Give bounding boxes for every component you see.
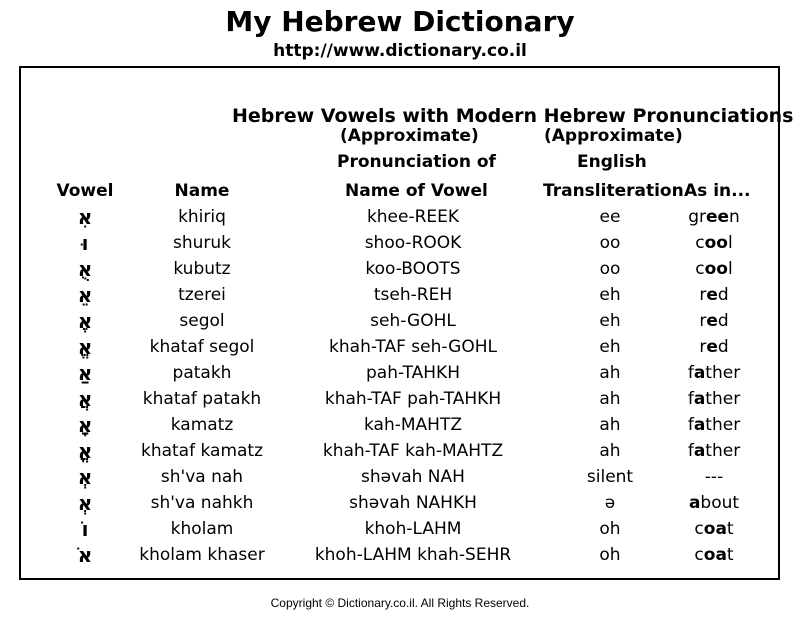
- example-word: [670, 283, 758, 307]
- example-word-vowel-sound: a: [693, 415, 706, 435]
- example-word-prefix: gr: [688, 207, 706, 227]
- vowel-name: tzerei: [178, 285, 226, 305]
- english-transliteration: ah: [599, 415, 621, 435]
- example-word: [670, 413, 758, 437]
- vowel-symbol: אָ: [77, 413, 93, 437]
- vowel-pronunciation: kah-MAHTZ: [364, 415, 462, 435]
- english-transliteration: ah: [599, 389, 621, 409]
- table-row: [0, 491, 800, 517]
- example-word-prefix: f: [687, 389, 694, 409]
- example-word-suffix: d: [717, 337, 729, 357]
- vowel-name: khiriq: [178, 207, 226, 227]
- copyright-footer: Copyright © Dictionary.co.il. All Rights Reserved.: [270, 596, 530, 610]
- example-word: [670, 361, 758, 385]
- table-row: [0, 231, 800, 257]
- example-word-suffix: d: [717, 285, 729, 305]
- example-word-prefix: f: [687, 363, 694, 383]
- example-word-vowel-sound: e: [706, 285, 718, 305]
- example-word-vowel-sound: oa: [703, 545, 727, 565]
- example-word-prefix: f: [687, 441, 694, 461]
- vowel-pronunciation: shəvah NAHKH: [349, 493, 477, 513]
- table-row: [0, 439, 800, 465]
- example-word-vowel-sound: a: [693, 441, 706, 461]
- vowel-pronunciation: khah-TAF pah-TAHKH: [324, 389, 502, 409]
- example-word-prefix: r: [699, 285, 707, 305]
- site-url[interactable]: http://www.dictionary.co.il: [273, 41, 527, 61]
- example-word-suffix: ther: [705, 363, 741, 383]
- vowel-header: Vowel: [56, 181, 114, 201]
- english-header-line1: English: [577, 152, 647, 172]
- example-word-prefix: c: [694, 519, 704, 539]
- english-transliteration: oo: [599, 233, 621, 253]
- vowel-pronunciation: seh-GOHL: [370, 311, 456, 331]
- example-word-suffix: bout: [700, 493, 740, 513]
- as-in-header: As in...: [684, 181, 751, 201]
- vowel-symbol: אֹ: [77, 543, 93, 567]
- table-row: [0, 205, 800, 231]
- example-word-suffix: l: [727, 259, 733, 279]
- english-transliteration: eh: [599, 285, 621, 305]
- vowel-symbol: אְ: [77, 465, 93, 489]
- example-word-prefix: ---: [704, 467, 724, 487]
- example-word-prefix: r: [699, 337, 707, 357]
- vowel-pronunciation: khee-REEK: [366, 207, 460, 227]
- english-transliteration: eh: [599, 311, 621, 331]
- vowel-symbol: אֱ: [77, 335, 93, 359]
- example-word: [670, 543, 758, 567]
- example-word-suffix: t: [726, 519, 734, 539]
- name-header: Name: [174, 181, 230, 201]
- example-word-prefix: c: [695, 233, 705, 253]
- example-word: [670, 465, 758, 489]
- example-word-suffix: n: [729, 207, 740, 227]
- table-row: [0, 335, 800, 361]
- vowel-name: segol: [179, 311, 225, 331]
- vowel-symbol: וּ: [81, 231, 89, 255]
- example-word: [670, 257, 758, 281]
- table-row: [0, 309, 800, 335]
- example-word-suffix: ther: [705, 415, 741, 435]
- site-title: My Hebrew Dictionary: [225, 5, 575, 38]
- table-row: [0, 387, 800, 413]
- vowel-pronunciation: khah-TAF kah-MAHTZ: [322, 441, 504, 461]
- english-header-line2: Transliteration: [543, 181, 684, 201]
- vowel-symbol: אֳ: [77, 439, 93, 463]
- example-word: [670, 491, 758, 515]
- table-row: [0, 361, 800, 387]
- example-word-vowel-sound: ee: [705, 207, 730, 227]
- example-word-suffix: t: [726, 545, 734, 565]
- vowel-symbol: אֲ: [77, 387, 93, 411]
- vowel-name: kholam: [170, 519, 234, 539]
- example-word-prefix: r: [699, 311, 707, 331]
- vowel-pronunciation: pah-TAHKH: [366, 363, 460, 383]
- example-word-vowel-sound: a: [693, 363, 706, 383]
- table-row: [0, 283, 800, 309]
- table-row: [0, 465, 800, 491]
- english-transliteration: eh: [599, 337, 621, 357]
- vowel-pronunciation: koo-BOOTS: [365, 259, 461, 279]
- vowel-pronunciation: tseh-REH: [373, 285, 453, 305]
- example-word-prefix: f: [687, 415, 694, 435]
- example-word-suffix: d: [717, 311, 729, 331]
- example-word-vowel-sound: a: [693, 389, 706, 409]
- vowel-name: kubutz: [173, 259, 231, 279]
- example-word-vowel-sound: a: [688, 493, 701, 513]
- english-transliteration: ah: [599, 441, 621, 461]
- english-transliteration: oo: [599, 259, 621, 279]
- vowel-pronunciation: shəvah NAH: [361, 467, 465, 487]
- english-transliteration: oh: [599, 545, 621, 565]
- table-row: [0, 517, 800, 543]
- english-transliteration: ah: [599, 363, 621, 383]
- example-word-suffix: ther: [705, 389, 741, 409]
- english-transliteration: silent: [586, 467, 634, 487]
- example-word: [670, 335, 758, 359]
- vowel-pronunciation: khoh-LAHM: [364, 519, 462, 539]
- example-word: [670, 231, 758, 255]
- vowel-name: khataf segol: [149, 337, 255, 357]
- example-word-vowel-sound: e: [706, 337, 718, 357]
- example-word-prefix: c: [695, 259, 705, 279]
- example-word-vowel-sound: oo: [704, 233, 728, 253]
- vowel-symbol: אַ: [77, 361, 93, 385]
- example-word: [670, 205, 758, 229]
- vowel-pronunciation: khah-TAF seh-GOHL: [329, 337, 497, 357]
- vowel-name: khataf kamatz: [140, 441, 264, 461]
- vowel-symbol: אִ: [77, 205, 93, 229]
- pronunciation-approximate-label: (Approximate): [340, 126, 479, 146]
- table-row: [0, 413, 800, 439]
- table-row: [0, 257, 800, 283]
- vowel-pronunciation: shoo-ROOK: [364, 233, 462, 253]
- table-row: [0, 543, 800, 569]
- example-word: [670, 387, 758, 411]
- vowel-name: sh'va nahkh: [150, 493, 254, 513]
- vowel-pronunciation: khoh-LAHM khah-SEHR: [314, 545, 512, 565]
- vowel-symbol: וֹ: [81, 517, 89, 541]
- example-word-vowel-sound: oo: [704, 259, 728, 279]
- example-word: [670, 517, 758, 541]
- vowel-symbol: אֶ: [77, 309, 93, 333]
- vowel-symbol: אֵ: [77, 283, 93, 307]
- vowel-symbol: אֻ: [77, 257, 93, 281]
- vowel-name: shuruk: [172, 233, 231, 253]
- pronunciation-header-line1: Pronunciation of: [337, 152, 496, 172]
- example-word-prefix: c: [694, 545, 704, 565]
- example-word: [670, 309, 758, 333]
- example-word-vowel-sound: e: [706, 311, 718, 331]
- english-transliteration: ə: [604, 493, 616, 513]
- vowel-name: kholam khaser: [139, 545, 265, 565]
- table-title: Hebrew Vowels with Modern Hebrew Pronunciations: [232, 105, 794, 127]
- vowel-name: sh'va nah: [160, 467, 244, 487]
- vowel-name: kamatz: [170, 415, 234, 435]
- english-transliteration: ee: [599, 207, 621, 227]
- example-word-suffix: l: [727, 233, 733, 253]
- example-word-vowel-sound: oa: [703, 519, 727, 539]
- example-word: [670, 439, 758, 463]
- vowel-name: patakh: [172, 363, 232, 383]
- english-approximate-label: (Approximate): [544, 126, 683, 146]
- pronunciation-header-line2: Name of Vowel: [345, 181, 488, 201]
- example-word-suffix: ther: [705, 441, 741, 461]
- vowel-symbol: אְ: [77, 491, 93, 515]
- vowel-name: khataf patakh: [142, 389, 262, 409]
- english-transliteration: oh: [599, 519, 621, 539]
